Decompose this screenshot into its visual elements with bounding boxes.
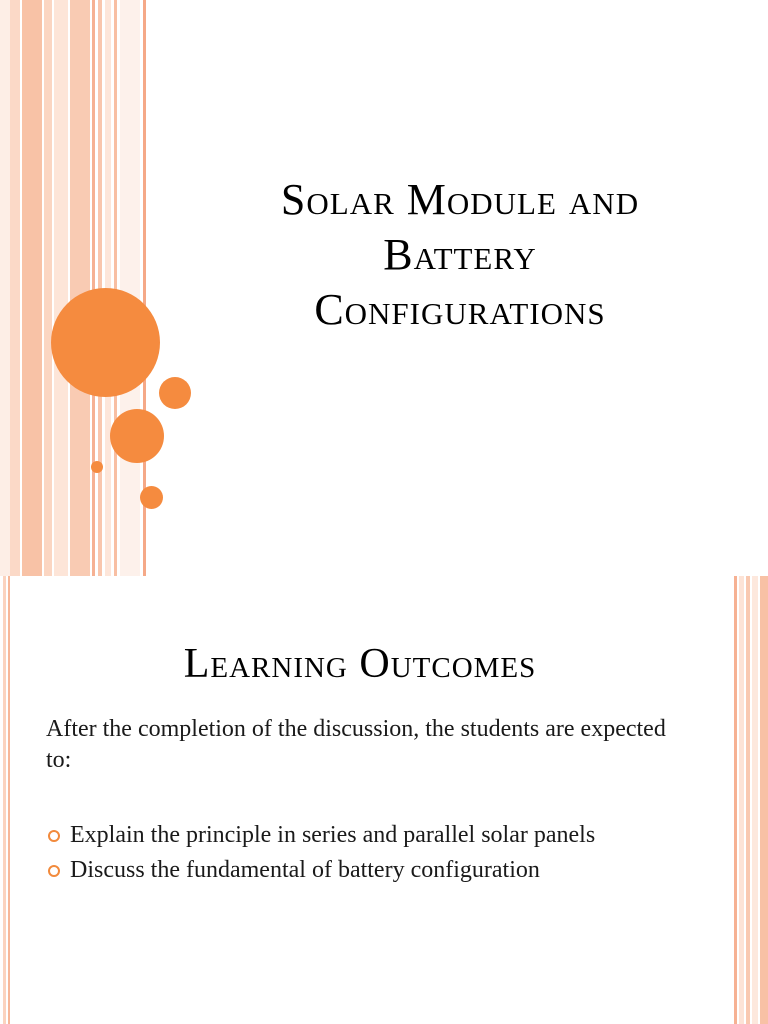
decor-stripe: [746, 576, 750, 1024]
list-item: [46, 820, 706, 851]
decor-stripe: [8, 576, 10, 1024]
decor-stripe: [760, 576, 768, 1024]
list-item-text: Discuss the fundamental of battery configuration: [70, 857, 540, 883]
decor-stripe: [0, 0, 10, 576]
list-item-text: Explain the principle in series and parallel solar panels: [70, 822, 596, 848]
intro-text: After the completion of the discussion, the students are expected to:: [46, 716, 666, 773]
decor-stripe: [70, 0, 90, 576]
list-item: [46, 855, 706, 886]
title-line: Solar Module and: [280, 175, 640, 224]
decor-stripe: [3, 576, 6, 1024]
title-line: Configurations: [314, 285, 606, 334]
decor-stripe: [120, 0, 140, 576]
decor-stripe: [44, 0, 52, 576]
decor-stripe: [54, 0, 68, 576]
slide-title: Learning Outcomes: [183, 641, 537, 687]
decor-stripe: [752, 576, 758, 1024]
decor-stripe: [22, 0, 42, 576]
slide-title: [175, 172, 745, 337]
circle-bullet-icon: [48, 830, 60, 842]
circle-bullet-icon: [48, 865, 60, 877]
decor-circle: [140, 486, 163, 509]
title-line: Battery: [383, 230, 537, 279]
decor-circle-large: [51, 288, 160, 397]
decor-circle: [110, 409, 164, 463]
decor-circle: [159, 377, 191, 409]
decor-stripe: [10, 0, 20, 576]
learning-outcomes-slide: [0, 576, 768, 1024]
decor-stripe: [734, 576, 737, 1024]
decor-stripe: [739, 576, 744, 1024]
outcome-list: [46, 820, 706, 890]
decor-circle: [91, 461, 103, 473]
